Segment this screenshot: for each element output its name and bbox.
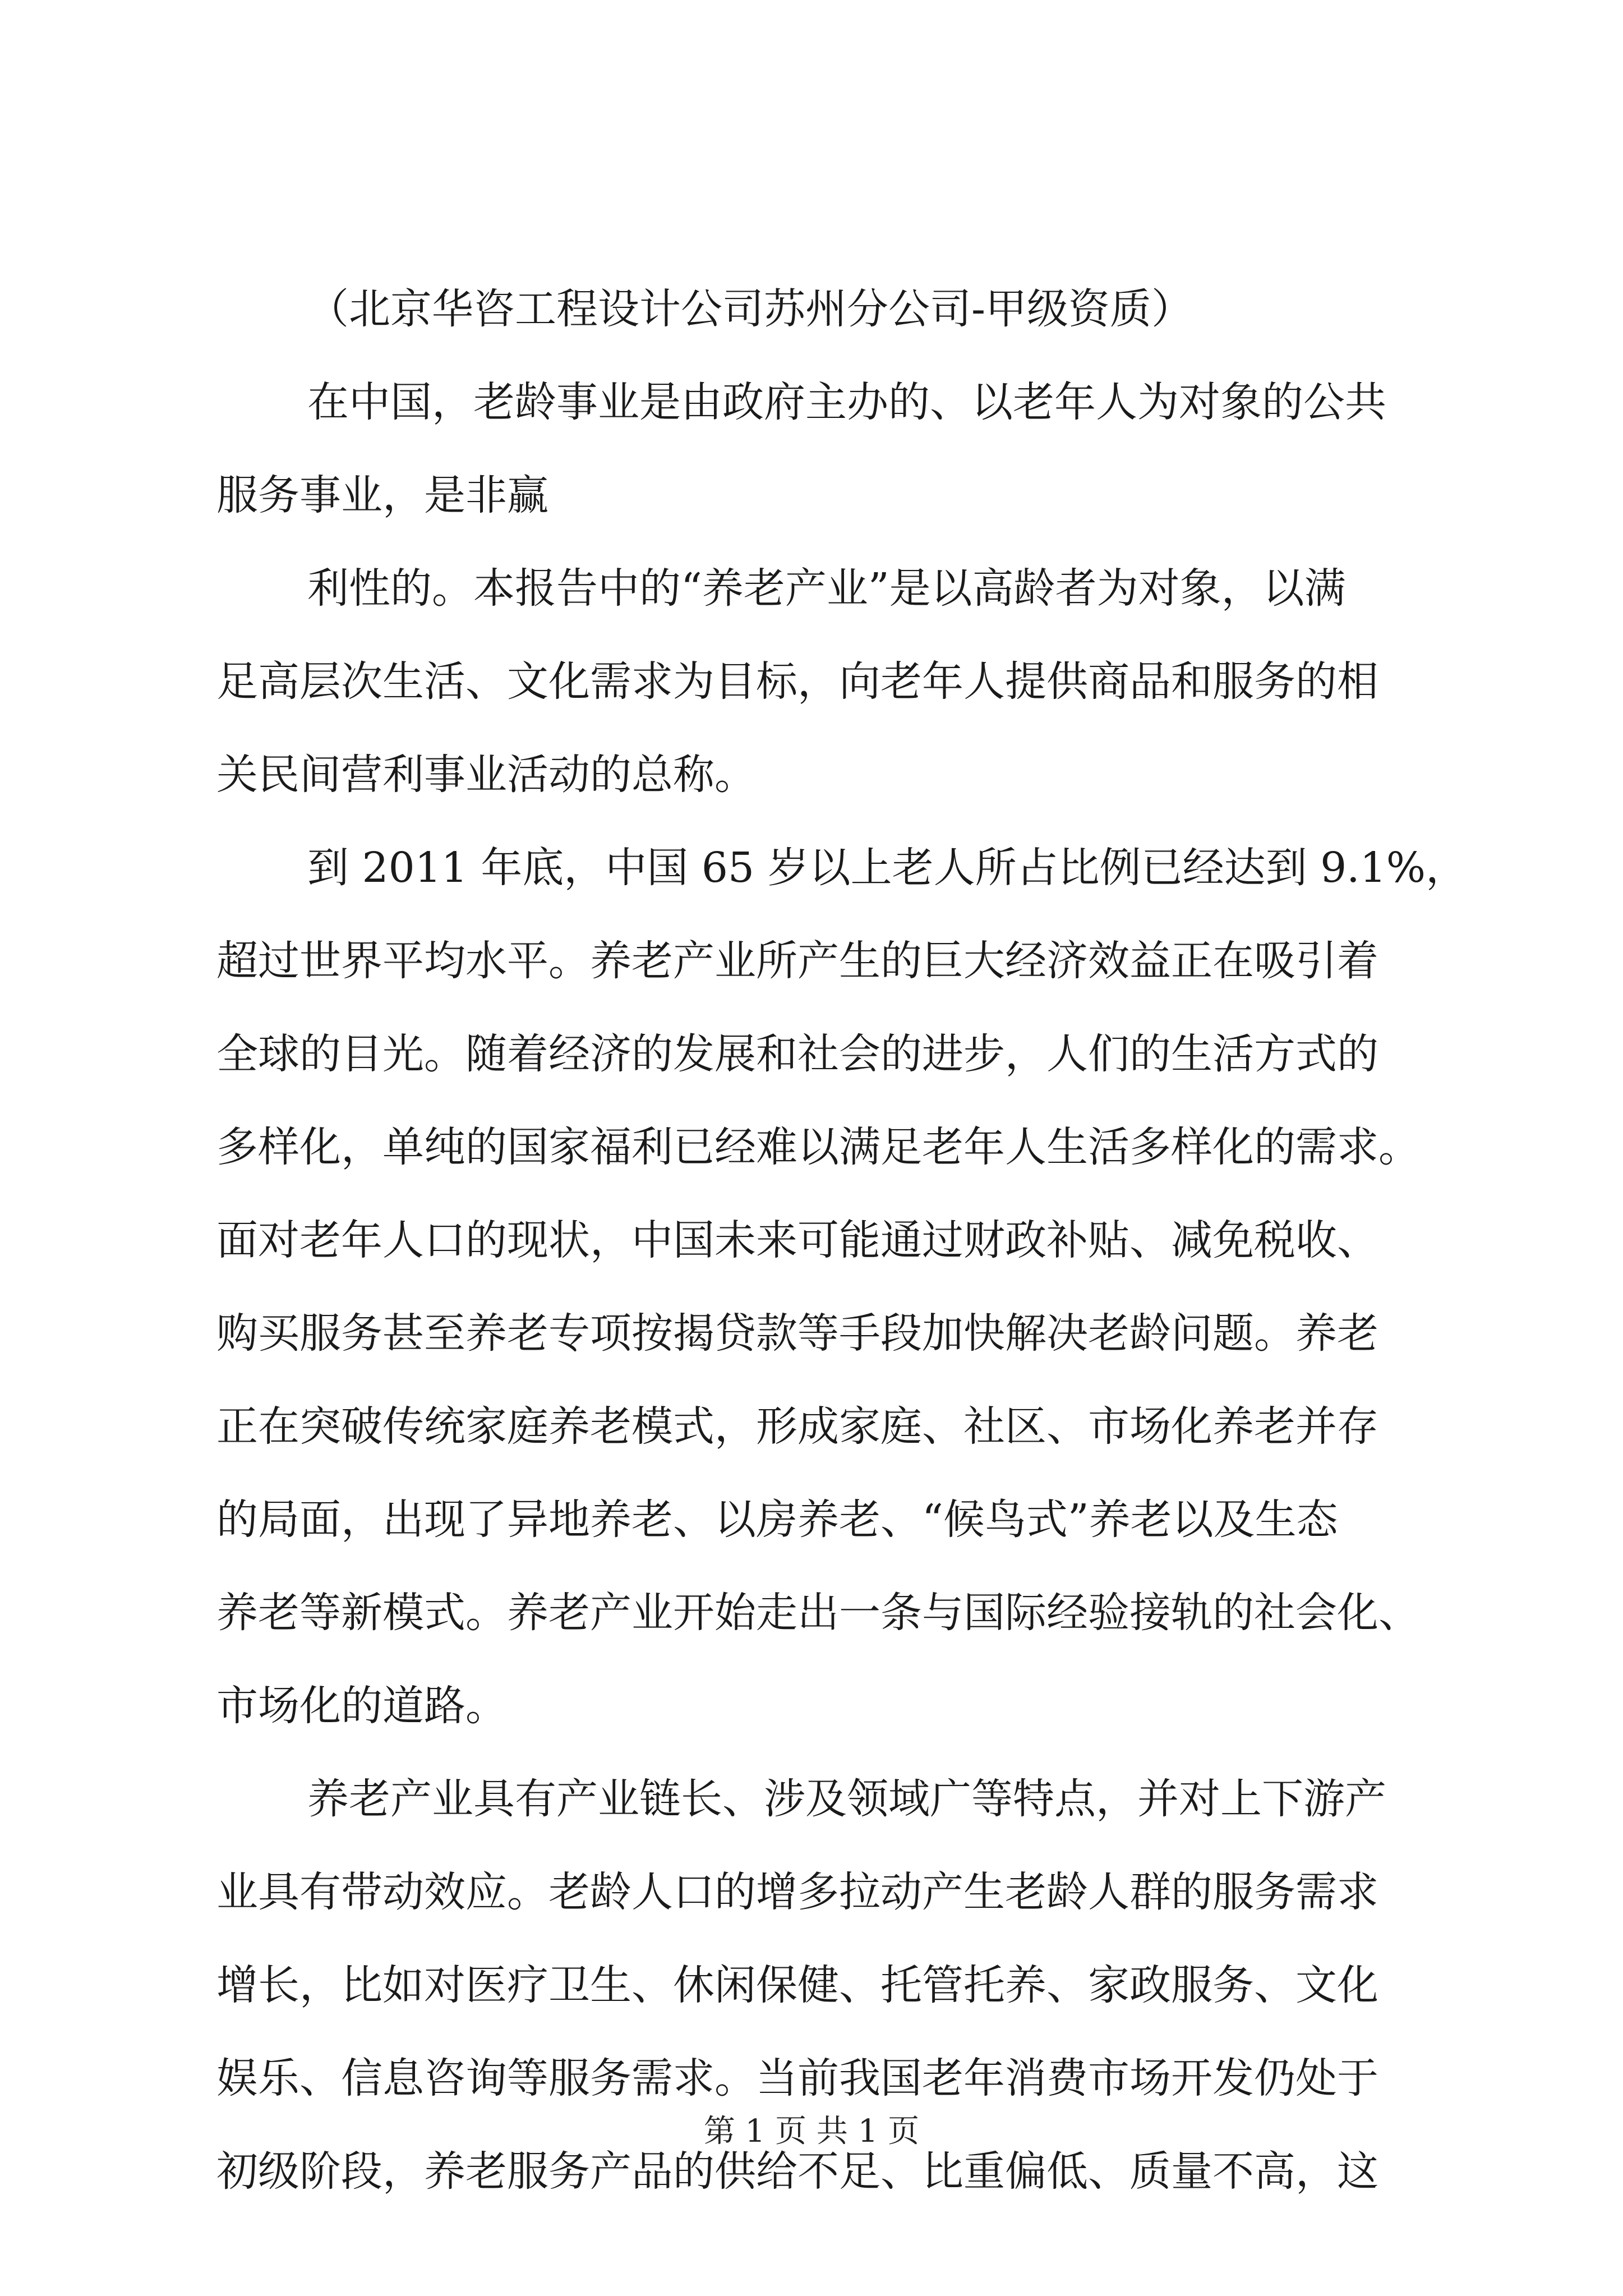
- paragraph-line: 到 2011 年底，中国 65 岁以上老人所占比例已经达到 9.1%，: [307, 844, 1468, 892]
- paragraph-line: 在中国，老龄事业是由政府主办的、以老年人为对象的公共: [307, 378, 1386, 426]
- paragraph-line: 购买服务甚至养老专项按揭贷款等手段加快解决老龄问题。养老: [216, 1309, 1378, 1358]
- paragraph-line: 超过世界平均水平。养老产业所产生的巨大经济效益正在吸引着: [216, 937, 1378, 985]
- document-body: [216, 263, 1468, 2218]
- paragraph-line: 养老等新模式。养老产业开始走出一条与国际经验接轨的社会化、: [216, 1589, 1420, 1637]
- paragraph-line: 关民间营利事业活动的总称。: [216, 751, 756, 799]
- paragraph-line: 服务事业，是非赢: [216, 471, 548, 519]
- paragraph-line: 市场化的道路。: [216, 1682, 507, 1730]
- paragraph-line: 养老产业具有产业链长、涉及领域广等特点，并对上下游产: [307, 1775, 1386, 1823]
- paragraph-line: 初级阶段，养老服务产品的供给不足、比重偏低、质量不高，这: [216, 2147, 1378, 2196]
- paragraph-line: 正在突破传统家庭养老模式，形成家庭、社区、市场化养老并存: [216, 1402, 1378, 1451]
- paragraph-line: 的局面，出现了异地养老、以房养老、“候鸟式”养老以及生态: [216, 1496, 1338, 1544]
- paragraph-line: 全球的目光。随着经济的发展和社会的进步，人们的生活方式的: [216, 1030, 1378, 1078]
- paragraph-line: 利性的。本报告中的“养老产业”是以高龄者为对象，以满: [307, 564, 1346, 613]
- paragraph-line: 面对老年人口的现状，中国未来可能通过财政补贴、减免税收、: [216, 1216, 1378, 1264]
- paragraph-line: 足高层次生活、文化需求为目标，向老年人提供商品和服务的相: [216, 657, 1378, 706]
- page-footer: 第 1 页 共 1 页: [703, 2113, 920, 2150]
- paragraph-line: 增长，比如对医疗卫生、休闲保健、托管托养、家政服务、文化: [216, 1961, 1378, 2009]
- paragraph-line: 娱乐、信息咨询等服务需求。当前我国老年消费市场开发仍处于: [216, 2054, 1378, 2102]
- paragraph-line: 多样化，单纯的国家福利已经难以满足老年人生活多样化的需求。: [216, 1123, 1420, 1171]
- document-subtitle: （北京华咨工程设计公司苏州分公司-甲级资质）: [307, 285, 1193, 333]
- paragraph-line: 业具有带动效应。老龄人口的增多拉动产生老龄人群的服务需求: [216, 1868, 1378, 1916]
